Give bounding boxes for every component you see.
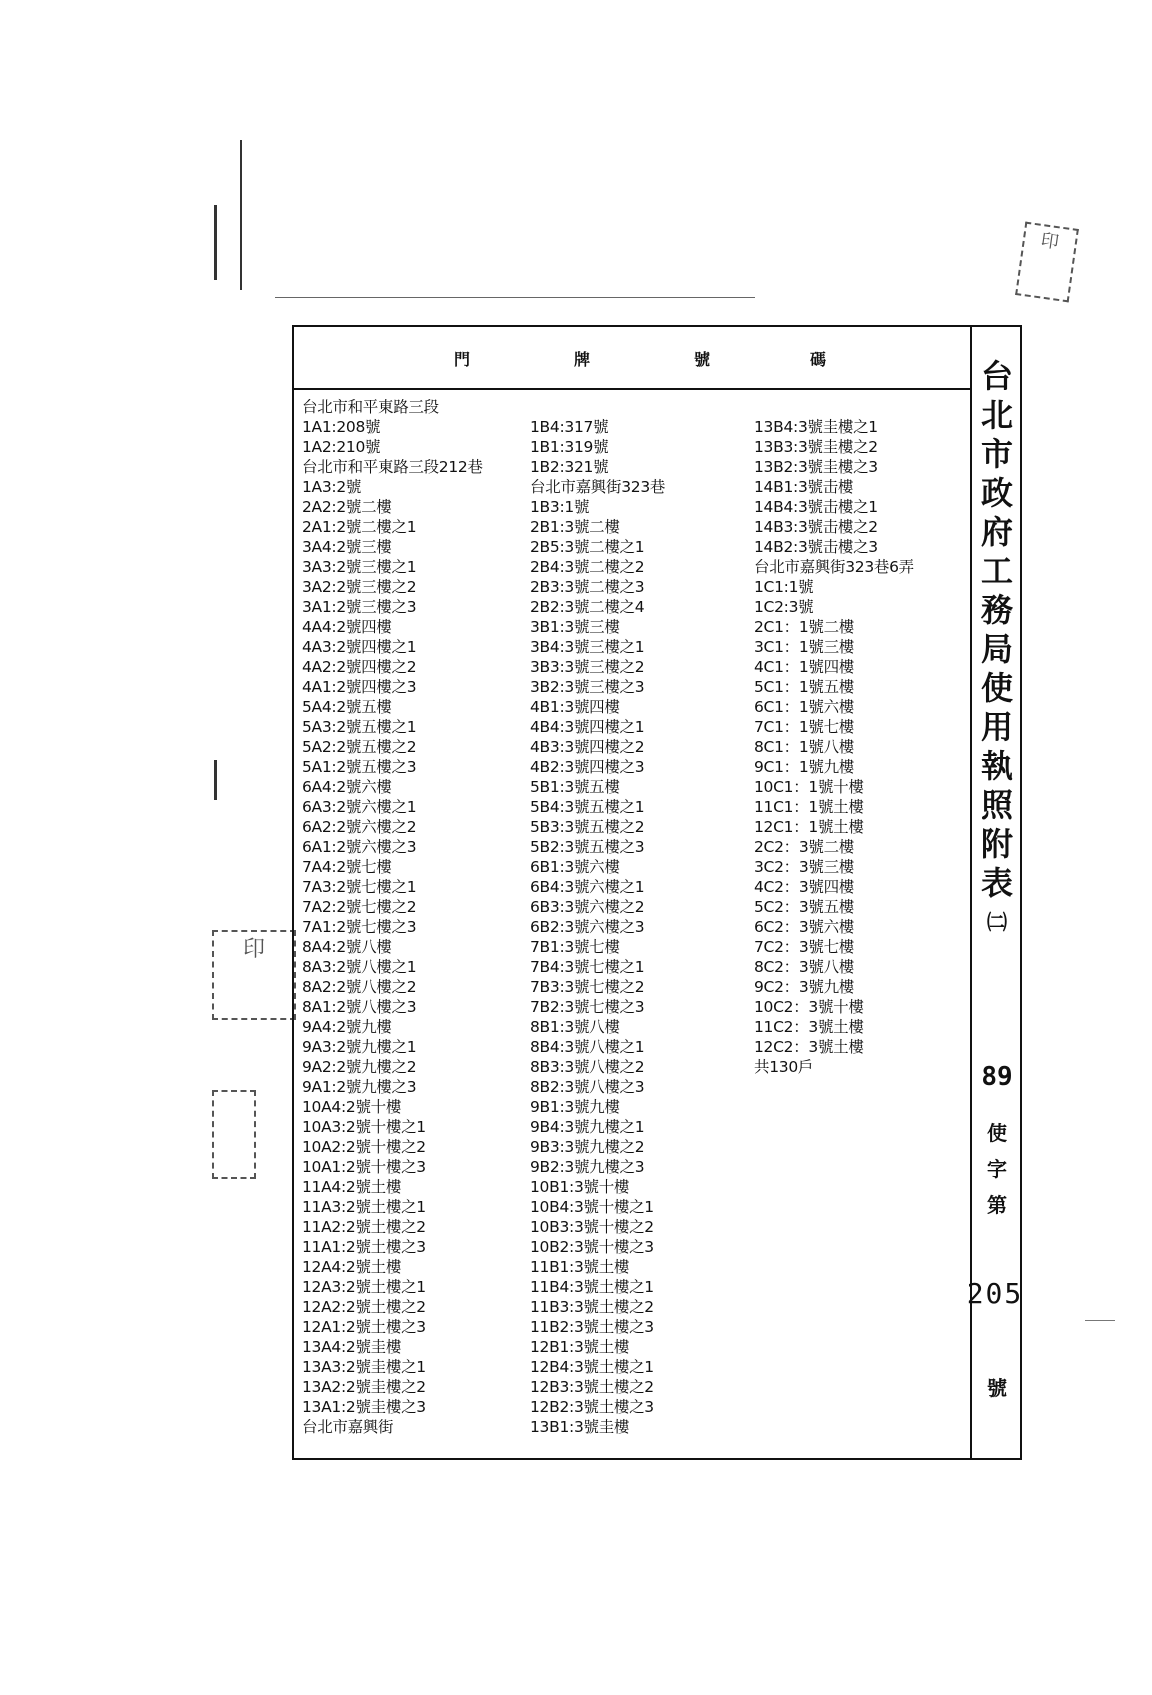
- list-item: 6B4:3號六樓之1: [530, 878, 645, 896]
- list-item: 10A3:2號十樓之1: [302, 1118, 426, 1136]
- list-item: 11A1:2號土樓之3: [302, 1238, 426, 1256]
- list-item: 8A1:2號八樓之3: [302, 998, 417, 1016]
- list-item: 10C1：1號十樓: [754, 778, 864, 796]
- list-item: 9C1：1號九樓: [754, 758, 855, 776]
- side-title-char: 市: [980, 435, 1013, 473]
- list-item: 2C1：1號二樓: [754, 618, 855, 636]
- side-title-vertical: [970, 357, 1024, 942]
- list-item: 11A4:2號土樓: [302, 1178, 402, 1196]
- list-item: 12B1:3號土樓: [530, 1338, 630, 1356]
- list-item: 13A1:2號圭樓之3: [302, 1398, 426, 1416]
- list-item: 3C1：1號三樓: [754, 638, 855, 656]
- list-item: 5A4:2號五樓: [302, 698, 392, 716]
- list-item: 9B3:3號九樓之2: [530, 1138, 645, 1156]
- list-item: 台北市和平東路三段212巷: [302, 458, 483, 476]
- list-item: 8B2:3號八樓之3: [530, 1078, 645, 1096]
- list-item: 4C2：3號四樓: [754, 878, 855, 896]
- scan-artifact-line: [1085, 1320, 1115, 1321]
- list-item: 10A4:2號十樓: [302, 1098, 402, 1116]
- side-word-char: 字: [987, 1157, 1007, 1181]
- list-item: 13A4:2號圭樓: [302, 1338, 402, 1356]
- scan-artifact-line: [214, 760, 217, 800]
- list-item: 6A1:2號六樓之3: [302, 838, 417, 856]
- list-item: 3A2:2號三樓之2: [302, 578, 417, 596]
- list-item: 7C1：1號七樓: [754, 718, 855, 736]
- list-item: 5A3:2號五樓之1: [302, 718, 417, 736]
- side-year: 89: [981, 1062, 1013, 1092]
- list-item: 5C1：1號五樓: [754, 678, 855, 696]
- list-item: 13A2:2號圭樓之2: [302, 1378, 426, 1396]
- list-item: 3A4:2號三樓: [302, 538, 392, 556]
- list-item: 1B3:1號: [530, 498, 590, 516]
- list-item: 12A3:2號土樓之1: [302, 1278, 426, 1296]
- list-item: 6C1：1號六樓: [754, 698, 855, 716]
- list-item: 12C2：3號土樓: [754, 1038, 864, 1056]
- list-item: 9A1:2號九樓之3: [302, 1078, 417, 1096]
- list-item: 6A4:2號六樓: [302, 778, 392, 796]
- list-item: 3B3:3號三樓之2: [530, 658, 645, 676]
- list-item: 3B1:3號三樓: [530, 618, 620, 636]
- list-item: 5A1:2號五樓之3: [302, 758, 417, 776]
- list-item: 10A1:2號十樓之3: [302, 1158, 426, 1176]
- side-title-char: 府: [980, 513, 1013, 551]
- list-item: 7B1:3號七樓: [530, 938, 620, 956]
- list-item: 4A1:2號四樓之3: [302, 678, 417, 696]
- list-item: 3A3:2號三樓之1: [302, 558, 417, 576]
- list-item: 8A2:2號八樓之2: [302, 978, 417, 996]
- list-item: 4B3:3號四樓之2: [530, 738, 645, 756]
- side-word-char: 第: [987, 1193, 1007, 1217]
- side-title-char: 表: [980, 864, 1013, 902]
- address-column-3: [754, 417, 914, 1077]
- scan-artifact-line: [275, 297, 755, 298]
- list-item: 4B4:3號四樓之1: [530, 718, 645, 736]
- side-title-char: 政: [980, 474, 1013, 512]
- list-item: 11B2:3號土樓之3: [530, 1318, 654, 1336]
- list-item: 5A2:2號五樓之2: [302, 738, 417, 756]
- list-item: 1C2:3號: [754, 598, 814, 616]
- side-title-char: 執: [980, 747, 1013, 785]
- list-item: 13B1:3號圭樓: [530, 1418, 630, 1436]
- side-suffix-char: 號: [987, 1376, 1007, 1400]
- list-item: 9A3:2號九樓之1: [302, 1038, 417, 1056]
- list-item: 14B1:3號击樓: [754, 478, 854, 496]
- list-item: 9A4:2號九樓: [302, 1018, 392, 1036]
- list-item: 10C2：3號十樓: [754, 998, 864, 1016]
- list-item: 6C2：3號六樓: [754, 918, 855, 936]
- list-item: 11A3:2號土樓之1: [302, 1198, 426, 1216]
- list-item: 5C2：3號五樓: [754, 898, 855, 916]
- list-item: 2A2:2號二樓: [302, 498, 392, 516]
- side-title-char: 用: [980, 708, 1013, 746]
- side-title-char: 台: [980, 357, 1013, 395]
- side-word-char: 使: [987, 1121, 1007, 1145]
- list-item: 6B2:3號六樓之3: [530, 918, 645, 936]
- stamp-left-middle: [212, 930, 296, 1020]
- list-item: 13B2:3號圭樓之3: [754, 458, 878, 476]
- side-title-char: 附: [980, 825, 1013, 863]
- list-item: 台北市嘉興街323巷: [530, 478, 666, 496]
- list-item: 10A2:2號十樓之2: [302, 1138, 426, 1156]
- header-char: 門: [454, 350, 471, 369]
- side-title-char: 北: [980, 396, 1013, 434]
- stamp-text: 印: [242, 937, 265, 962]
- stamp-text: 印: [1039, 230, 1061, 254]
- list-item: 5B4:3號五樓之1: [530, 798, 645, 816]
- list-item: 3B2:3號三樓之3: [530, 678, 645, 696]
- list-item: 13B3:3號圭樓之2: [754, 438, 878, 456]
- list-item: 4B1:3號四樓: [530, 698, 620, 716]
- list-item: 6A2:2號六樓之2: [302, 818, 417, 836]
- scan-artifact-line: [240, 140, 242, 290]
- list-item: 2B4:3號二樓之2: [530, 558, 645, 576]
- list-item: 13B4:3號圭樓之1: [754, 418, 878, 436]
- address-column-2: [530, 417, 665, 1437]
- list-item: 7B3:3號七樓之2: [530, 978, 645, 996]
- list-item: 10B4:3號十樓之1: [530, 1198, 654, 1216]
- list-item: 12B4:3號土樓之1: [530, 1358, 654, 1376]
- list-item: 4A2:2號四樓之2: [302, 658, 417, 676]
- list-item: 6B1:3號六樓: [530, 858, 620, 876]
- list-item: 8C1：1號八樓: [754, 738, 855, 756]
- side-title-char: 使: [980, 669, 1013, 707]
- list-item: 8A4:2號八樓: [302, 938, 392, 956]
- list-item: 7B4:3號七樓之1: [530, 958, 645, 976]
- side-title-char: 照: [980, 786, 1013, 824]
- list-item: 7A4:2號七樓: [302, 858, 392, 876]
- scan-artifact-line: [214, 205, 217, 280]
- header-char: 碼: [810, 350, 827, 369]
- list-item: 8B1:3號八樓: [530, 1018, 620, 1036]
- list-item: 11B3:3號土樓之2: [530, 1298, 654, 1316]
- list-item: 9B1:3號九樓: [530, 1098, 620, 1116]
- list-item: 2B2:3號二樓之4: [530, 598, 645, 616]
- table-header: [294, 327, 972, 390]
- list-item: 4B2:3號四樓之3: [530, 758, 645, 776]
- list-item: 7C2：3號七樓: [754, 938, 855, 956]
- list-item: 1A3:2號: [302, 478, 362, 496]
- list-item: 台北市嘉興街323巷6弄: [754, 558, 914, 576]
- list-item: 14B4:3號击樓之1: [754, 498, 878, 516]
- list-item: 9B4:3號九樓之1: [530, 1118, 645, 1136]
- permit-appendix-table: [292, 325, 1022, 1460]
- list-item: 3A1:2號三樓之3: [302, 598, 417, 616]
- list-item: 4C1：1號四樓: [754, 658, 855, 676]
- list-item: 1A2:210號: [302, 438, 381, 456]
- list-item: 5B1:3號五樓: [530, 778, 620, 796]
- list-item: 9C2：3號九樓: [754, 978, 855, 996]
- side-title-char: 局: [980, 630, 1013, 668]
- list-item: 1B1:319號: [530, 438, 609, 456]
- list-item: 10B1:3號十樓: [530, 1178, 630, 1196]
- list-item: 3B4:3號三樓之1: [530, 638, 645, 656]
- list-item: 台北市嘉興街: [302, 1418, 394, 1436]
- stamp-left-lower: [212, 1090, 256, 1179]
- list-item: 4A4:2號四樓: [302, 618, 392, 636]
- list-item: 2C2：3號二樓: [754, 838, 855, 856]
- list-item: 9A2:2號九樓之2: [302, 1058, 417, 1076]
- list-item: 1B4:317號: [530, 418, 609, 436]
- list-item: 7B2:3號七樓之3: [530, 998, 645, 1016]
- list-item: 8B4:3號八樓之1: [530, 1038, 645, 1056]
- list-item: 11B4:3號土樓之1: [530, 1278, 654, 1296]
- list-item: 1C1:1號: [754, 578, 814, 596]
- list-item: 7A1:2號七樓之3: [302, 918, 417, 936]
- list-item: 10B2:3號十樓之3: [530, 1238, 654, 1256]
- list-item: 14B3:3號击樓之2: [754, 518, 878, 536]
- list-item: 7A2:2號七樓之2: [302, 898, 417, 916]
- header-char: 號: [694, 350, 711, 369]
- side-serial-number: 205: [966, 1277, 1024, 1310]
- list-item: 5B2:3號五樓之3: [530, 838, 645, 856]
- list-item: 12A1:2號土樓之3: [302, 1318, 426, 1336]
- list-item: 8C2：3號八樓: [754, 958, 855, 976]
- list-item: 11B1:3號土樓: [530, 1258, 630, 1276]
- list-item: 2A1:2號二樓之1: [302, 518, 417, 536]
- list-item: 12A4:2號土樓: [302, 1258, 402, 1276]
- list-item: 3C2：3號三樓: [754, 858, 855, 876]
- stamp-top-right: [1015, 222, 1079, 303]
- list-item: 12A2:2號土樓之2: [302, 1298, 426, 1316]
- side-title-char: 工: [980, 552, 1013, 590]
- list-item: 8B3:3號八樓之2: [530, 1058, 645, 1076]
- list-item: 11A2:2號土樓之2: [302, 1218, 426, 1236]
- list-item: 11C1：1號土樓: [754, 798, 864, 816]
- list-item: 6B3:3號六樓之2: [530, 898, 645, 916]
- list-item: 2B1:3號二樓: [530, 518, 620, 536]
- side-title-char: 務: [980, 591, 1013, 629]
- list-item: 12B3:3號土樓之2: [530, 1378, 654, 1396]
- list-item: 4A3:2號四樓之1: [302, 638, 417, 656]
- side-title-char: ㈡: [987, 910, 1007, 934]
- list-item: 12B2:3號土樓之3: [530, 1398, 654, 1416]
- list-item: 9B2:3號九樓之3: [530, 1158, 645, 1176]
- list-item: 6A3:2號六樓之1: [302, 798, 417, 816]
- list-item: 8A3:2號八樓之1: [302, 958, 417, 976]
- list-item: 14B2:3號击樓之3: [754, 538, 878, 556]
- list-item: 10B3:3號十樓之2: [530, 1218, 654, 1236]
- list-item: 12C1：1號土樓: [754, 818, 864, 836]
- list-item: 2B3:3號二樓之3: [530, 578, 645, 596]
- list-item: 2B5:3號二樓之1: [530, 538, 645, 556]
- list-item: 1B2:321號: [530, 458, 609, 476]
- list-item: 1A1:208號: [302, 418, 381, 436]
- list-item: 5B3:3號五樓之2: [530, 818, 645, 836]
- list-item: 台北市和平東路三段: [302, 398, 439, 416]
- list-item: 13A3:2號圭樓之1: [302, 1358, 426, 1376]
- header-char: 牌: [574, 350, 591, 369]
- list-item: 11C2：3號土樓: [754, 1018, 864, 1036]
- list-item: 7A3:2號七樓之1: [302, 878, 417, 896]
- list-item: 共130戶: [754, 1058, 814, 1076]
- address-column-1: [302, 397, 483, 1437]
